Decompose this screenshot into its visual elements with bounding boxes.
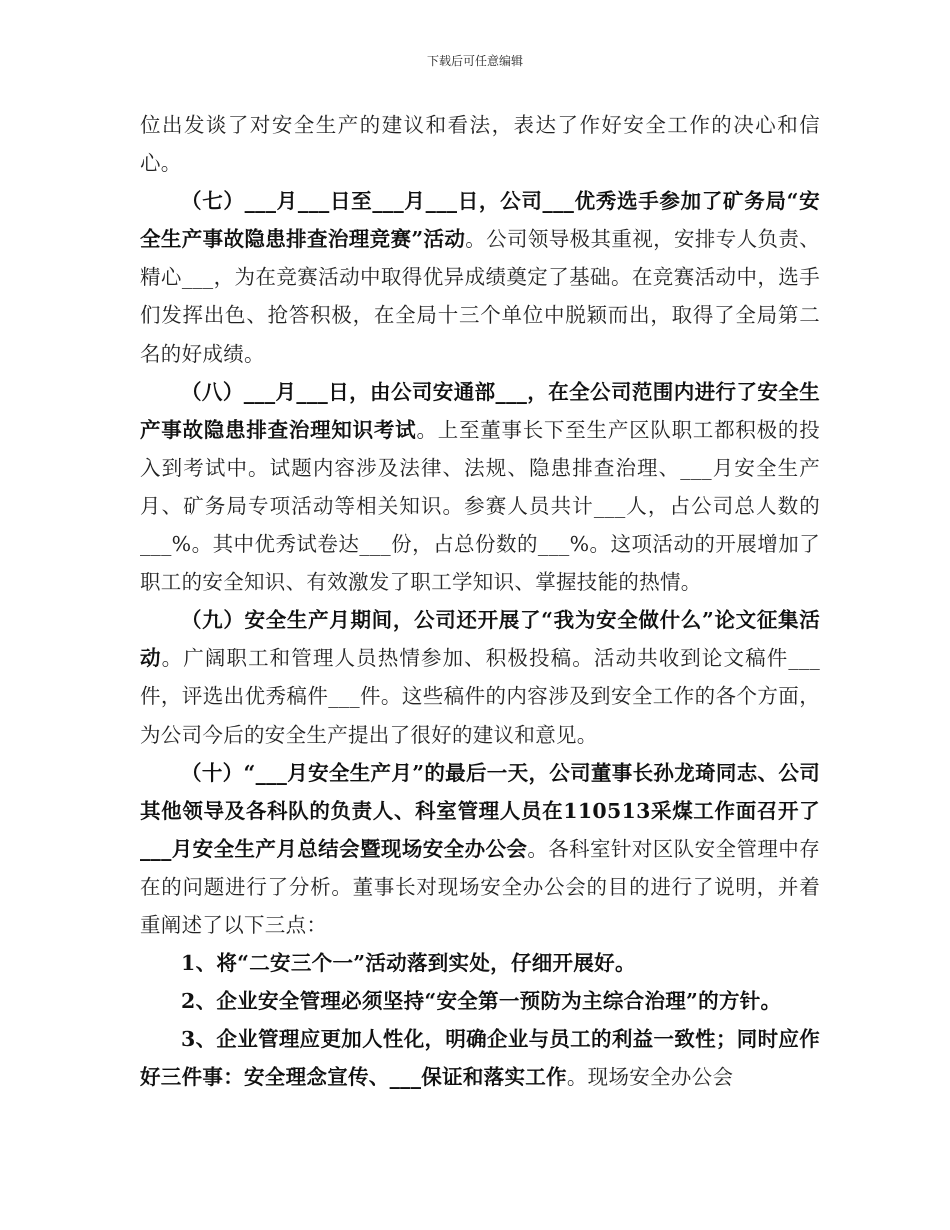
list-item-1 xyxy=(140,944,820,982)
paragraph-7 xyxy=(140,182,820,372)
paragraph-8 xyxy=(140,373,820,602)
paragraph-continuation xyxy=(140,106,820,182)
paragraph-10 xyxy=(140,754,820,944)
list-item-text: 2、企业安全管理必须坚持“安全第一预防为主综合治理”的方针。 xyxy=(181,989,782,1014)
paragraph-text: 。广阔职工和管理人员热情参加、积极投稿。活动共收到论文稿件___件，评选出优秀稿件___件。这些稿件的内容涉及到安全工作的各个方面，为公司今后的安全生产提出了很好的建议和意见。 xyxy=(140,646,820,747)
list-item-text: 1、将“二安三个一”活动落到实处，仔细开展好。 xyxy=(181,951,636,976)
list-item-3 xyxy=(140,1020,820,1096)
paragraph-text: 。上至董事长下至生产区队职工都积极的投入到考试中。试题内容涉及法律、法规、隐患排查治理、___月安全生产月、矿务局专项活动等相关知识。参赛人员共计___人，占公司总人数的___%。其中优秀试卷达___份，占总份数的___%。这项活动的开展增加了职工的安全知识、有效激发了职工学知识、掌握技能的热情。 xyxy=(140,417,820,595)
paragraph-bold-text: （八）___月___日，由公司安通部___，在全公司范围内进行了安全生产事故隐患排查治理知识考试 xyxy=(140,379,820,442)
paragraph-bold-text: （九）安全生产月期间，公司还开展了“我为安全做什么”论文征集活动 xyxy=(140,608,820,671)
document-body xyxy=(140,106,820,1096)
paragraph-bold-text: （七）___月___日至___月___日，公司___优秀选手参加了矿务局“安全生产事故隐患排查治理竞赛”活动 xyxy=(140,189,820,252)
page-header: 下载后可任意编辑 xyxy=(426,54,523,68)
paragraph-text: 。现场安全办公会 xyxy=(566,1065,734,1090)
list-item-2 xyxy=(140,982,820,1020)
paragraph-text: 位出发谈了对安全生产的建议和看法，表达了作好安全工作的决心和信心。 xyxy=(140,113,820,176)
list-item-text: 3、企业管理应更加人性化，明确企业与员工的利益一致性；同时应作好三件事：安全理念宣传、___保证和落实工作 xyxy=(140,1027,820,1090)
paragraph-bold-text: （十）“___月安全生产月”的最后一天，公司董事长孙龙琦同志、公司其他领导及各科队的负责人、科室管理人员在110513采煤工作面召开了___月安全生产月总结会暨现场安全办公会 xyxy=(140,760,820,861)
paragraph-9 xyxy=(140,601,820,753)
paragraph-text: 。公司领导极其重视，安排专人负责、精心___，为在竞赛活动中取得优异成绩奠定了基础。在竞赛活动中，选手们发挥出色、抢答积极，在全局十三个单位中脱颖而出，取得了全局第二名的好成绩。 xyxy=(140,227,820,366)
paragraph-text: 。各科室针对区队安全管理中存在的问题进行了分析。董事长对现场安全办公会的目的进行了说明，并着重阐述了以下三点： xyxy=(140,836,820,937)
